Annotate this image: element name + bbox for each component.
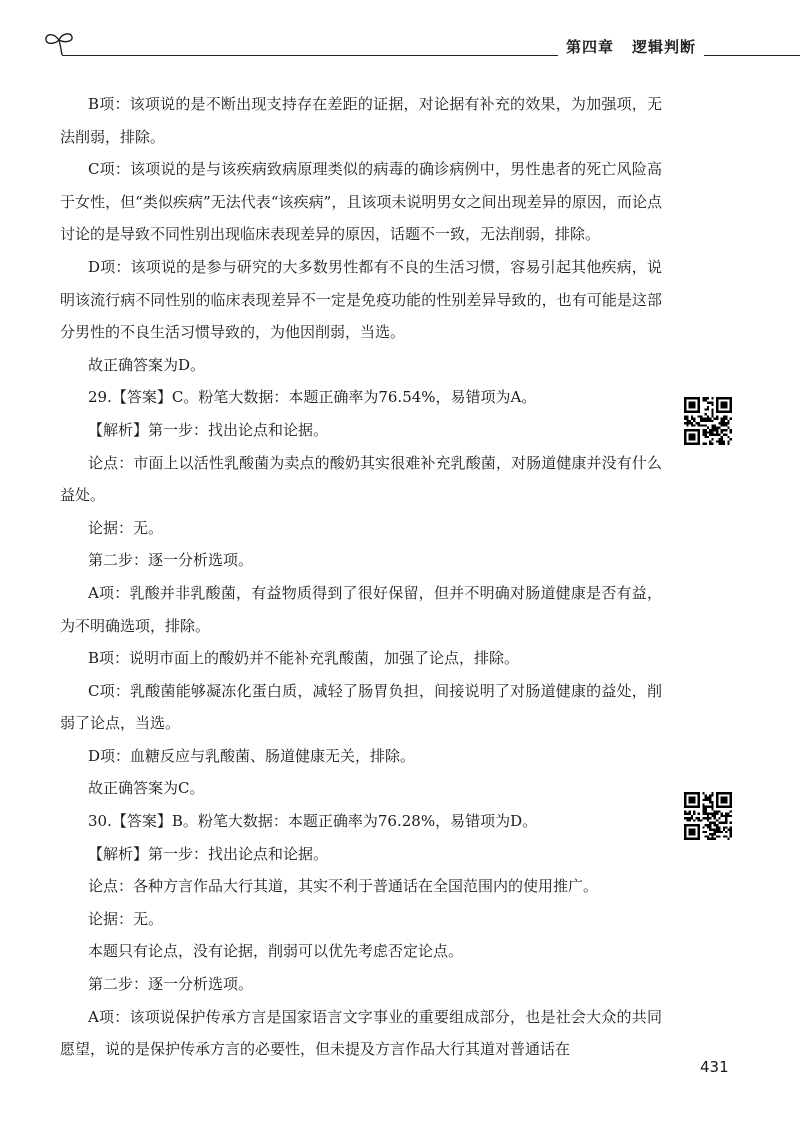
page-body — [60, 88, 662, 1066]
option-d-analysis-q29: D项：血糖反应与乳酸菌、肠道健康无关，排除。 — [88, 746, 416, 765]
thesis-q29: 论点：市面上以活性乳酸菌为卖点的酸奶其实很难补充乳酸菌，对肠道健康并没有什么益处。 — [60, 453, 662, 505]
evidence-q29: 论据：无。 — [88, 518, 164, 537]
chapter-number: 第四章 — [566, 38, 615, 56]
analysis-step2-q29: 第二步：逐一分析选项。 — [88, 551, 254, 570]
analysis-step1-q29: 【解析】第一步：找出论点和论据。 — [88, 420, 329, 439]
qr-code-q29[interactable] — [684, 397, 732, 445]
note-q30: 本题只有论点，没有论据，削弱可以优先考虑否定论点。 — [88, 942, 464, 961]
option-a-analysis-q29: A项：乳酸并非乳酸菌，有益物质得到了很好保留，但并不明确对肠道健康是否有益，为不明确选项，排除。 — [60, 583, 662, 635]
page-number: 431 — [700, 1058, 729, 1076]
chapter-heading — [558, 36, 704, 57]
analysis-step2-q30: 第二步：逐一分析选项。 — [88, 975, 254, 994]
thesis-q30: 论点：各种方言作品大行其道，其实不利于普通话在全国范围内的使用推广。 — [88, 877, 599, 896]
analysis-step1-q30: 【解析】第一步：找出论点和论据。 — [88, 844, 329, 863]
page-header — [0, 0, 800, 70]
option-c-analysis-q28: C项：该项说的是与该疾病致病原理类似的病毒的确诊病例中，男性患者的死亡风险高于女性，但“类似疾病”无法代表“该疾病”，且该项未说明男女之间出现差异的原因，而论点讨论的是导致不同性别出现临床表现差异的原因，话题不一致，无法削弱，排除。 — [60, 160, 662, 244]
qr-code-q30[interactable] — [684, 792, 732, 840]
option-b-analysis-q29: B项：说明市面上的酸奶并不能补充乳酸菌，加强了论点，排除。 — [88, 649, 520, 668]
option-a-analysis-q30: A项：该项说保护传承方言是国家语言文字事业的重要组成部分，也是社会大众的共同愿望，说的是保护传承方言的必要性，但未提及方言作品大行其道对普通话在 — [60, 1007, 662, 1059]
evidence-q30: 论据：无。 — [88, 909, 164, 928]
chapter-title: 逻辑判断 — [632, 38, 697, 56]
answer-q28: 故正确答案为D。 — [88, 355, 206, 374]
option-b-analysis-q28: B项：该项说的是不断出现支持存在差距的证据，对论据有补充的效果，为加强项，无法削弱，排除。 — [60, 95, 662, 146]
option-c-analysis-q29: C项：乳酸菌能够凝冻化蛋白质，减轻了肠胃负担，间接说明了对肠道健康的益处，削弱了论点，当选。 — [60, 681, 662, 733]
answer-heading-q29: 29.【答案】C。粉笔大数据：本题正确率为76.54%，易错项为A。 — [88, 388, 537, 407]
answer-q29: 故正确答案为C。 — [88, 779, 205, 798]
sprout-icon — [42, 28, 78, 58]
answer-heading-q30: 30.【答案】B。粉笔大数据：本题正确率为76.28%，易错项为D。 — [88, 812, 538, 831]
option-d-analysis-q28: D项：该项说的是参与研究的大多数男性都有不良的生活习惯，容易引起其他疾病，说明该流行病不同性别的临床表现差异不一定是免疫功能的性别差异导致的，也有可能是这部分男性的不良生活习惯导致的，为他因削弱，当选。 — [60, 257, 662, 342]
